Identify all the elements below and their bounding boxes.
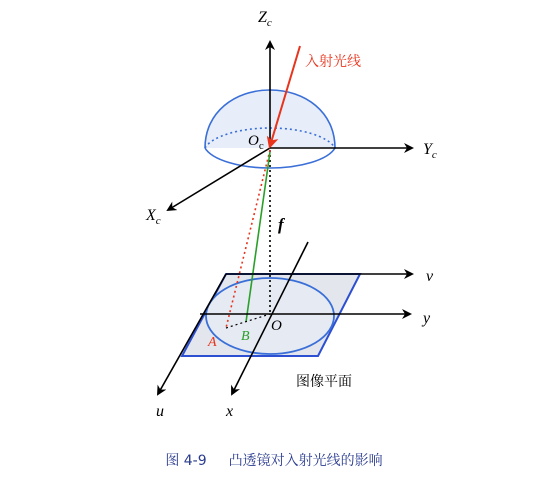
camera-origin-label: $O_c$: [248, 133, 264, 152]
point-a-label: A: [208, 335, 217, 350]
u-axis-label: u: [156, 403, 164, 420]
v-axis-label: v: [426, 268, 434, 285]
y-axis-image-label: y: [423, 310, 431, 327]
z-axis-label: $Z_c$: [258, 9, 272, 29]
point-b-label: B: [241, 329, 250, 344]
image-origin-label: O: [271, 318, 282, 334]
focal-length-label: f: [278, 215, 284, 234]
figure-caption: [0, 450, 548, 470]
incident-ray-label: 入射光线: [305, 54, 361, 70]
image-circle: [206, 278, 334, 354]
figure-number: 图 4-9: [165, 453, 207, 469]
image-plane-label: 图像平面: [296, 374, 352, 390]
x-axis-camera-label: $X_c$: [146, 207, 161, 227]
x-axis-camera: [168, 148, 270, 210]
figure-caption-text: 凸透镜对入射光线的影响: [228, 453, 383, 469]
y-axis-camera-label: $Y_c$: [423, 141, 437, 161]
x-axis-image-label: x: [226, 403, 234, 420]
